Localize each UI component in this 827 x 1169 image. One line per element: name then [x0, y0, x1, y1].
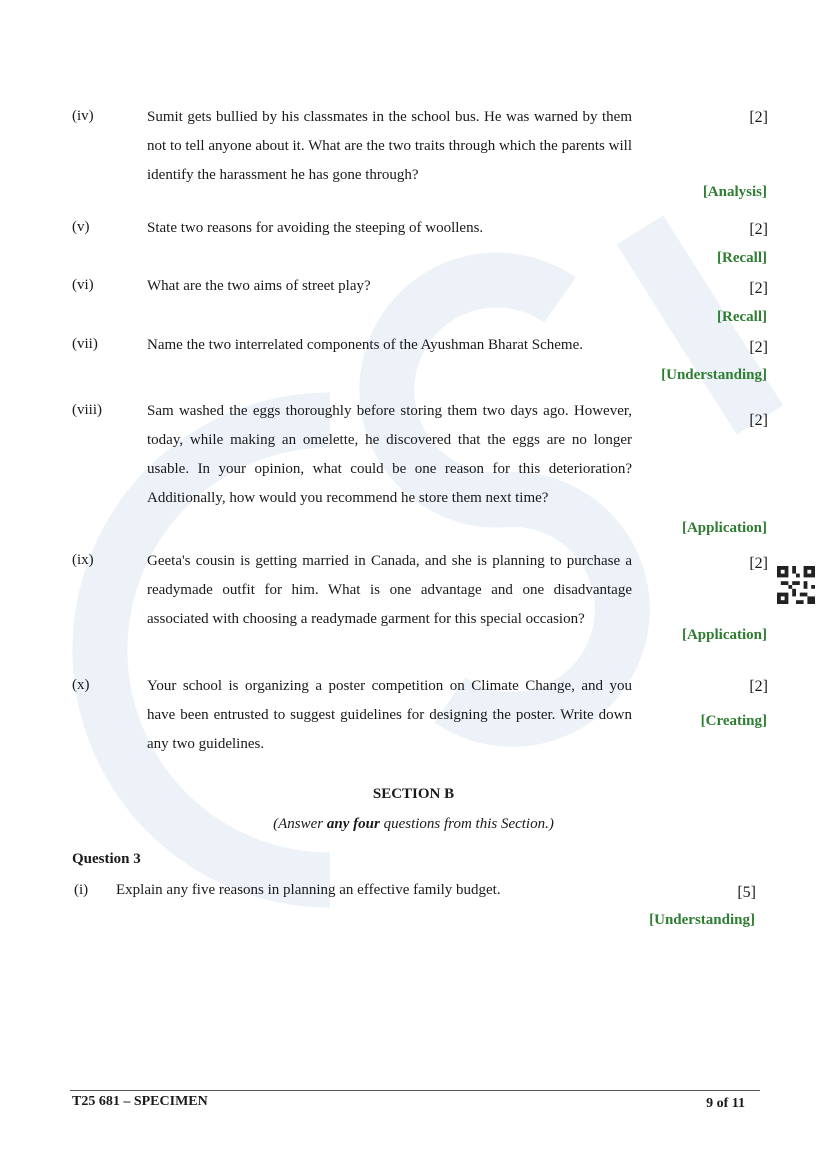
- question-number: (vii): [72, 336, 98, 352]
- question-number: (viii): [72, 402, 102, 418]
- cognitive-tag: [Creating]: [700, 713, 767, 729]
- cognitive-tag: [Application]: [681, 520, 767, 536]
- question-text: Geeta's cousin is getting married in Canada, and she is planning to purchase a readymade outfit for him. What is one advantage and one disadvantage associated with choosing a readymade garment for this special occasion?: [147, 553, 632, 627]
- marks: [2]: [749, 555, 768, 572]
- marks: [2]: [749, 678, 768, 695]
- cognitive-tag: [Analysis]: [702, 184, 767, 200]
- marks: [2]: [749, 109, 768, 126]
- question-number: (ix): [72, 552, 94, 568]
- question-heading: Question 3: [72, 851, 141, 867]
- question-text: Explain any five reasons in planning an effective family budget.: [116, 882, 501, 898]
- qr-code: [776, 566, 816, 604]
- section-instruction: (Answer any four questions from this Section.): [273, 816, 554, 832]
- footer-divider: [70, 1090, 760, 1091]
- question-text: Sam washed the eggs thoroughly before storing them two days ago. However, today, while making an omelette, he discovered that the eggs are no longer usable. In your opinion, what could be one reason for this deterioration? Additionally, how would you recommend he store them next time?: [147, 403, 632, 506]
- marks: [2]: [749, 412, 768, 429]
- question-number: (i): [74, 882, 89, 898]
- question-text: What are the two aims of street play?: [147, 278, 371, 294]
- marks: [2]: [749, 280, 768, 297]
- question-text: Name the two interrelated components of the Ayushman Bharat Scheme.: [147, 337, 583, 353]
- section-title: SECTION B: [372, 786, 455, 802]
- question-text: Sumit gets bullied by his classmates in the school bus. He was warned by them not to tell anyone about it. What are the two traits through which the parents will identify the harassment he has gone through?: [147, 109, 632, 183]
- question-number: (v): [72, 219, 90, 235]
- question-number: (vi): [72, 277, 94, 293]
- question-text: Your school is organizing a poster competition on Climate Change, and you have been entrusted to suggest guidelines for designing the poster. Write down any two guidelines.: [147, 678, 632, 752]
- question-number: (x): [72, 677, 90, 693]
- marks: [5]: [737, 884, 756, 901]
- question-number: (iv): [72, 108, 94, 124]
- cognitive-tag: [Recall]: [717, 250, 767, 266]
- marks: [2]: [749, 221, 768, 238]
- marks: [2]: [749, 339, 768, 356]
- paper-code: T25 681 – SPECIMEN: [72, 1094, 208, 1109]
- cognitive-tag: [Recall]: [717, 309, 767, 325]
- cognitive-tag: [Understanding]: [661, 367, 767, 383]
- page-number: 9 of 11: [706, 1096, 745, 1111]
- cognitive-tag: [Application]: [681, 627, 767, 643]
- question-text: State two reasons for avoiding the steeping of woollens.: [147, 220, 484, 236]
- cognitive-tag: [Understanding]: [649, 912, 755, 928]
